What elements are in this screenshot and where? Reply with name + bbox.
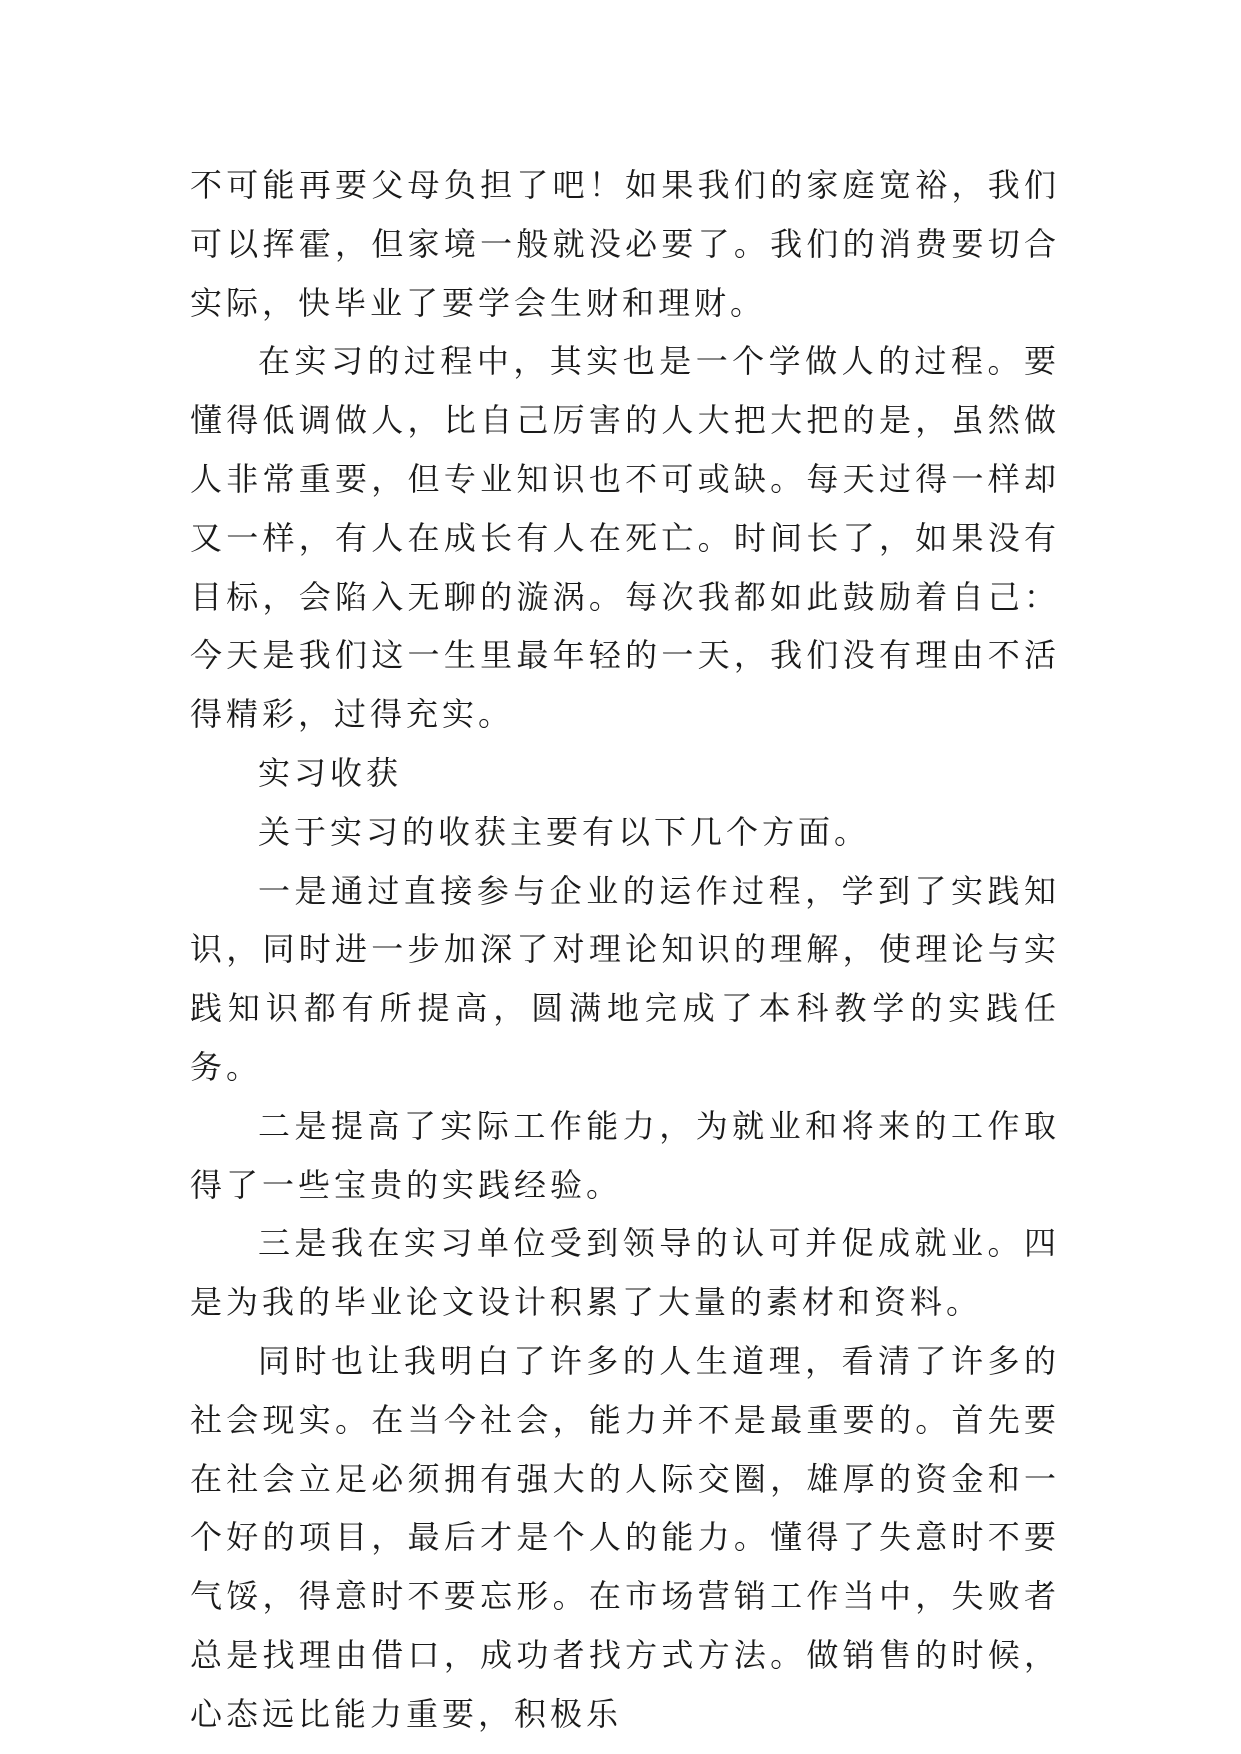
paragraph-gain-two: 二是提高了实际工作能力，为就业和将来的工作取得了一些宝贵的实践经验。: [190, 1106, 1060, 1204]
paragraph-gains-intro: 关于实习的收获主要有以下几个方面。: [258, 812, 871, 851]
paragraph-life-lessons: 同时也让我明白了许多的人生道理，看清了许多的社会现实。在当今社会，能力并不是最重要的。首先要在社会立足必须拥有强大的人际交圈，雄厚的资金和一个好的项目，最后才是个人的能力。懂得了失意时不要气馁，得意时不要忘形。在市场营销工作当中，失败者总是找理由借口，成功者找方式方法。做销售的时候，心态远比能力重要，积极乐: [190, 1341, 1060, 1733]
paragraph-consumption: 不可能再要父母负担了吧！如果我们的家庭宽裕，我们可以挥霍，但家境一般就没必要了。我们的消费要切合实际，快毕业了要学会生财和理财。: [190, 166, 1060, 322]
paragraph-gain-three-four: 三是我在实习单位受到领导的认可并促成就业。四是为我的毕业论文设计积累了大量的素材和资料。: [190, 1224, 1060, 1322]
section-heading-internship-gains: 实习收获: [258, 753, 403, 792]
document-body: [190, 156, 1060, 1744]
paragraph-gain-one: 一是通过直接参与企业的运作过程，学到了实践知识，同时进一步加深了对理论知识的理解，使理论与实践知识都有所提高，圆满地完成了本科教学的实践任务。: [190, 871, 1060, 1086]
paragraph-learning-to-be-a-person: 在实习的过程中，其实也是一个学做人的过程。要懂得低调做人，比自己厉害的人大把大把的是，虽然做人非常重要，但专业知识也不可或缺。每天过得一样却又一样，有人在成长有人在死亡。时间长了，如果没有目标，会陷入无聊的漩涡。每次我都如此鼓励着自己：今天是我们这一生里最年轻的一天，我们没有理由不活得精彩，过得充实。: [190, 342, 1060, 734]
